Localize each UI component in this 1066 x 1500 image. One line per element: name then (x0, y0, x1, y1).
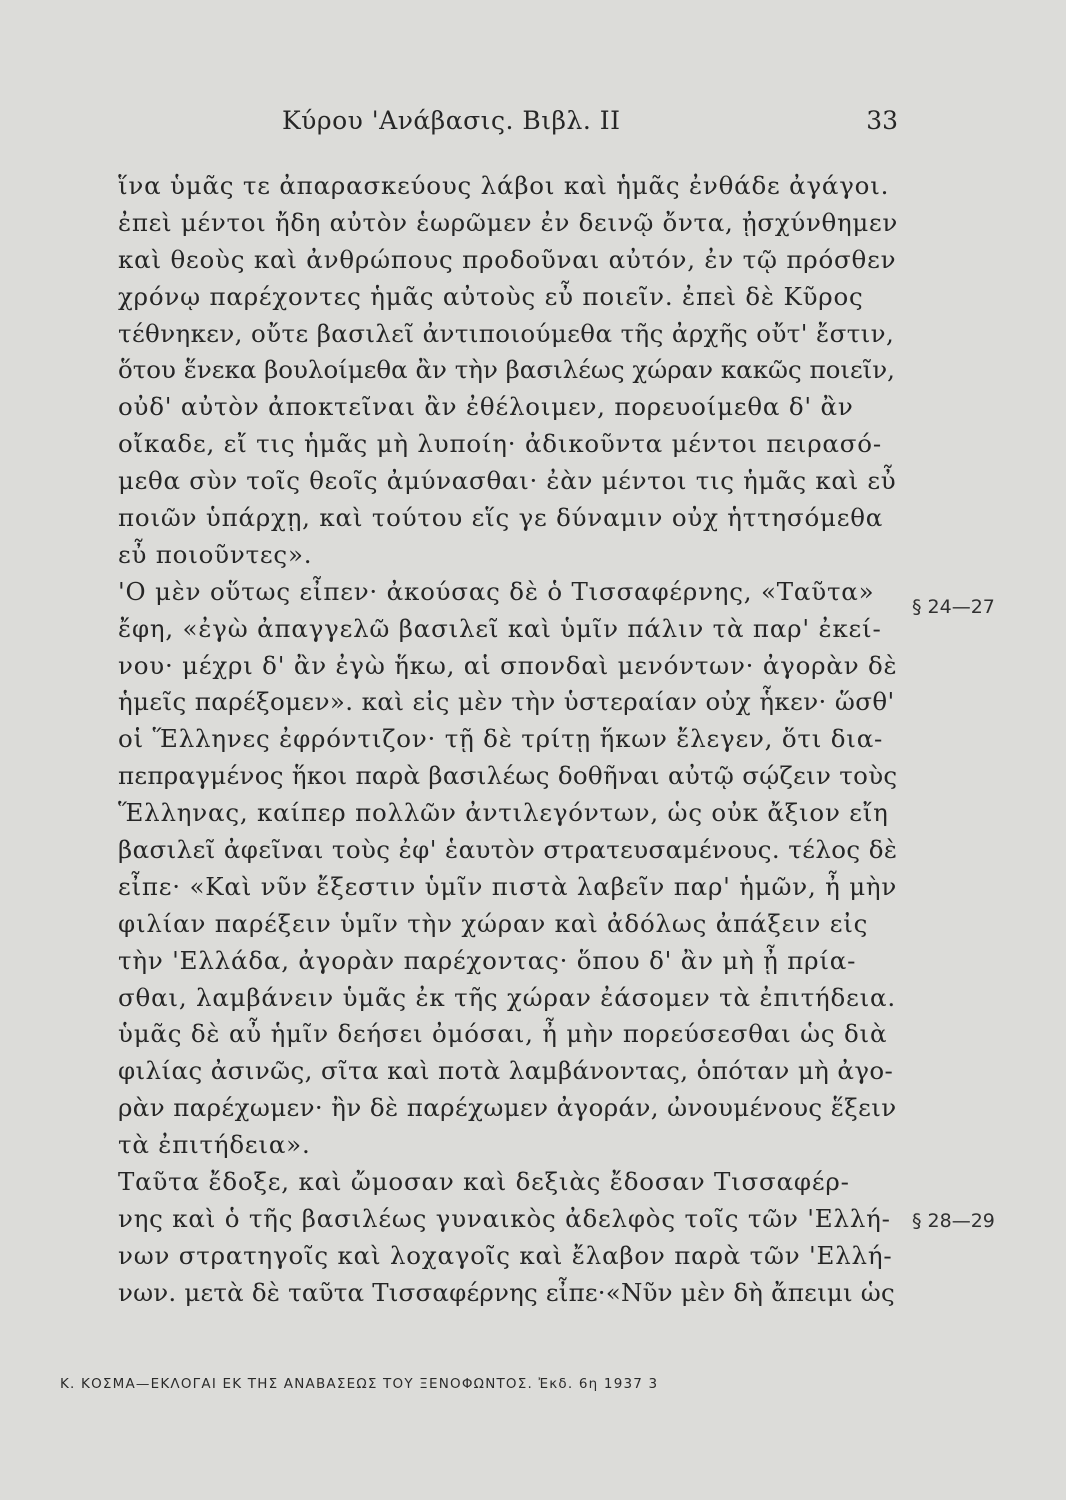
text-line: μεθα σὺν τοῖς θεοῖς ἀμύνασθαι· ἐὰν μέντοι τις ἡμᾶς καὶ εὖ (118, 466, 897, 496)
text-line: εὖ ποιοῦντες». (118, 539, 313, 569)
section-marker: § 28—29 (912, 1210, 995, 1232)
text-line: νης καὶ ὁ τῆς βασιλέως γυναικὸς ἀδελφὸς τοῖς τῶν 'Ελλή- (118, 1203, 891, 1233)
text-line: ἵνα ὑμᾶς τε ἀπαρασκεύους λάβοι καὶ ἡμᾶς ἐνθάδε ἀγάγοι. (118, 171, 890, 200)
text-line: τὰ ἐπιτήδεια». (118, 1130, 311, 1160)
text-line: βασιλεῖ ἀφεῖναι τοὺς ἐφ' ἑαυτὸν στρατευσαμένους. τέλος δὲ (118, 835, 898, 865)
text-line: τὴν 'Ελλάδα, ἀγορὰν παρέχοντας· ὅπου δ' ἂν μὴ ᾖ πρία- (118, 945, 857, 975)
text-line: Ἕλληνας, καίπερ πολλῶν ἀντιλεγόντων, ὡς οὐκ ἄξιον εἴη (118, 798, 889, 828)
main-text (118, 168, 898, 1312)
section-marker: § 24—27 (912, 596, 995, 618)
text-line: τέθνηκεν, οὔτε βασιλεῖ ἀντιποιούμεθα τῆς ἀρχῆς οὔτ' ἔστιν, (118, 318, 895, 348)
text-line: φιλίαν παρέξειν ὑμῖν τὴν χώραν καὶ ἀδόλως ἀπάξειν εἰς (118, 908, 869, 938)
text-line: νων στρατηγοῖς καὶ λοχαγοῖς καὶ ἔλαβον παρὰ τῶν 'Ελλή- (118, 1240, 893, 1270)
text-line: πεπραγμένος ἥκοι παρὰ βασιλέως δοθῆναι αὐτῷ σῴζειν τοὺς (118, 761, 898, 791)
text-line: ρὰν παρέχωμεν· ἢν δὲ παρέχωμεν ἀγοράν, ὠνουμένους ἕξειν (118, 1093, 897, 1123)
text-line: σθαι, λαμβάνειν ὑμᾶς ἐκ τῆς χώραν ἐάσομεν τὰ ἐπιτήδεια. (118, 982, 896, 1012)
text-line: καὶ θεοὺς καὶ ἀνθρώπους προδοῦναι αὐτόν, ἐν τῷ πρόσθεν (118, 244, 897, 274)
running-title: Κύρου 'Ανάβασις. Βιβλ. ΙΙ (282, 106, 621, 135)
text-line: Ταῦτα ἔδοξε, καὶ ὤμοσαν καὶ δεξιὰς ἔδοσαν Τισσαφέρ- (118, 1167, 850, 1197)
text-line: 'Ο μὲν οὕτως εἶπεν· ἀκούσας δὲ ὁ Τισσαφέρνης, «Ταῦτα» (118, 576, 875, 606)
text-line: χρόνῳ παρέχοντες ἡμᾶς αὐτοὺς εὖ ποιεῖν. ἐπεὶ δὲ Κῦρος (118, 281, 864, 311)
text-line: εἶπε· «Καὶ νῦν ἔξεστιν ὑμῖν πιστὰ λαβεῖν παρ' ἡμῶν, ἦ μὴν (118, 871, 898, 901)
text-line: ὑμᾶς δὲ αὖ ἡμῖν δεήσει ὀμόσαι, ἦ μὴν πορεύσεσθαι ὡς διὰ (118, 1019, 888, 1049)
text-line: ποιῶν ὑπάρχῃ, καὶ τούτου εἵς γε δύναμιν οὐχ ἡττησόμεθα (118, 503, 884, 533)
printer-signature: Κ. ΚΟΣΜΑ—ΕΚΛΟΓΑΙ ΕΚ ΤΗΣ ΑΝΑΒΑΣΕΩΣ ΤΟΥ ΞΕΝΟΦΩΝΤΟΣ. Ἐκδ. 6η 1937 3 (60, 1376, 659, 1392)
text-line: φιλίας ἀσινῶς, σῖτα καὶ ποτὰ λαμβάνοντας, ὁπόταν μὴ ἀγο- (118, 1056, 894, 1086)
text-line: οὐδ' αὐτὸν ἀποκτεῖναι ἂν ἐθέλοιμεν, πορευοίμεθα δ' ἂν (118, 392, 854, 422)
text-line: οἴκαδε, εἴ τις ἡμᾶς μὴ λυποίη· ἀδικοῦντα μέντοι πειρασό- (118, 429, 882, 459)
text-line: ἐπεὶ μέντοι ἤδη αὐτὸν ἑωρῶμεν ἐν δεινῷ ὄντα, ᾐσχύνθημεν (118, 207, 898, 237)
text-line: ἡμεῖς παρέξομεν». καὶ εἰς μὲν τὴν ὑστεραίαν οὐχ ἧκεν· ὥσθ' (118, 687, 895, 717)
text-line: νου· μέχρι δ' ἂν ἐγὼ ἥκω, αἱ σπονδαὶ μενόντων· ἀγορὰν δὲ (118, 650, 898, 680)
text-line: ὅτου ἕνεκα βουλοίμεθα ἂν τὴν βασιλέως χώραν κακῶς ποιεῖν, (118, 355, 895, 385)
text-line: νων. μετὰ δὲ ταῦτα Τισσαφέρνης εἶπε·«Νῦν μὲν δὴ ἄπειμι ὡς (118, 1277, 895, 1307)
text-line: ἔφη, «ἐγὼ ἀπαγγελῶ βασιλεῖ καὶ ὑμῖν πάλιν τὰ παρ' ἐκεί- (118, 613, 882, 643)
text-line: οἱ Ἕλληνες ἐφρόντιζον· τῇ δὲ τρίτῃ ἥκων ἔλεγεν, ὅτι δια- (118, 724, 884, 754)
page-number: 33 (866, 106, 898, 135)
